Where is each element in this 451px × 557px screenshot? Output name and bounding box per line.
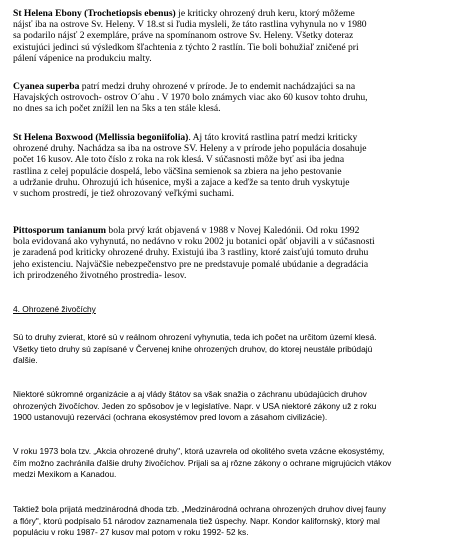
text-line: no dnes sa ich počet znížil len na 5ks a ten stále klesá. [13, 103, 221, 115]
text-line: Niektoré súkromné organizácie a aj vlády štátov sa však snažia o záchranu ubúdajúcich druhov [13, 389, 367, 399]
text-line: počet 16 kusov. Ale toto číslo z roka na rok klesá. V súčasnosti môže byť asi iba jedna [13, 154, 345, 166]
paragraph-endangered-intro [13, 332, 443, 367]
text-line: Všetky tieto druhy sú zapísané v Červenej knihe ohrozených druhov, do ktorej neustále pribúdajú [13, 343, 373, 354]
text-line: nájsť iba na ostrove Sv. Heleny. V 18.st si ľudia mysleli, že táto rastlina vyhynula no v 1980 [13, 19, 367, 31]
text-line: populáciu v roku 1987- 27 kusov mal potom v roku 1992- 52 ks. [13, 527, 249, 538]
text-line: a flóry", ktorú podpísalo 51 národov zaznamenala tiež úspechy. Napr. Kondor kalifornský, ktorý mal [13, 515, 380, 526]
text-line: sa podarilo nájsť 2 exempláre, práve na spomínanom ostrove Sv. Heleny. Všetky doteraz [13, 30, 354, 42]
text-line: V roku 1973 bola tzv. „Akcia ohrozené druhy", ktorá uzavrela od okolitého sveta vzácne ekosystémy, [13, 446, 385, 456]
paragraph-cyanea-superba [13, 81, 443, 115]
species-name-bold: Pittosporum tanianum [13, 225, 107, 236]
text-line: rastlina z celej populácie dospelá, lebo väčšina semienok sa zbiera na jeho pestovanie [13, 165, 342, 177]
species-name-bold: St Helena Ebony (Trochetiopsis ebenus) [13, 8, 176, 19]
text-line: ohrozených živočíchov. Jeden zo spôsobov je v legislatíve. Napr. v USA niektoré zákony už z roku [13, 400, 377, 411]
section-heading-text: 4. Ohrozené živočíchy [13, 304, 96, 314]
text-line [13, 81, 443, 92]
paragraph-organizations [13, 389, 443, 424]
text-line: Sú to druhy zvierat, ktoré sú v reálnom ohrození vyhynutia, teda ich počet na určitom území klesá. [13, 332, 377, 342]
text-line: medzi Mexikom a Kanadou. [13, 469, 117, 480]
text-line: a udržanie druhu. Ohrozujú ich húsenice, myši a zajace a keďže sa tento druh vyskytuje [13, 176, 350, 188]
text-line: je zaradená pod kriticky ohrozené druhy. Existujú iba 3 rastliny, ktoré zaisťujú tomuto druhu [13, 247, 369, 259]
text-line: pálení vápenice na produkciu malty. [13, 52, 152, 64]
text-line: Taktiež bola prijatá medzinárodná dhoda tzb. „Medzinárodná ochrana ohrozených druhov divej fauny [13, 504, 386, 514]
text-line [13, 8, 443, 19]
text-fragment: . Aj táto krovitá rastlina patrí medzi kriticky [188, 132, 358, 143]
text-fragment: patrí medzi druhy ohrozené v prírode. Je to endemit nachádzajúci sa na [79, 81, 356, 92]
paragraph-international-agreement [13, 504, 443, 539]
text-line: existujúci jedinci sú výsledkom šľachtenia z týchto 2 rastlín. Tie boli bohužiaľ zničené pri [13, 41, 359, 53]
text-line: ich prirodzeného životného prostredia- lesov. [13, 269, 187, 281]
text-line: čím možno zachránila ďalšie druhy živočíchov. Prijali sa aj rôzne zákony o ochrane migrujúcich vtákov [13, 457, 392, 468]
text-line: v suchom prostredí, je tiež ohrozovaný veľkými suchami. [13, 188, 235, 200]
paragraph-st-helena-ebony [13, 8, 443, 64]
text-line: Havajských ostrovoch- ostrov O´ahu . V 1970 bolo známych viac ako 60 kusov tohto druhu, [13, 92, 368, 104]
section-heading [13, 304, 443, 316]
text-line: ďalšie. [13, 355, 38, 366]
text-line: 1900 ustanovujú rezerváci (ochrana ekosystémov pred lovom a zásahom civilizácie). [13, 412, 328, 423]
text-fragment: je kriticky ohrozený druh keru, ktorý môžeme [175, 8, 355, 19]
text-line: bola evidovaná ako vyhynutá, no nedávno v roku 2002 ju botanici opäť objavili a v súčasnosti [13, 236, 375, 248]
paragraph-akcia-1973 [13, 446, 443, 481]
paragraph-pittosporum-tanianum [13, 225, 443, 281]
species-name-bold: St Helena Boxwood (Mellissia begoniifolia) [13, 132, 189, 143]
text-line [13, 132, 443, 143]
text-line: ohrozené druhy. Nachádza sa iba na ostrove SV. Heleny a v prírode jeho populácia dosahuje [13, 143, 367, 155]
text-fragment: bola prvý krát objavená v 1988 v Novej Kaledónii. Od roku 1992 [106, 225, 360, 236]
text-line [13, 225, 443, 236]
species-name-bold: Cyanea superba [13, 81, 80, 92]
paragraph-st-helena-boxwood [13, 132, 443, 199]
text-line: jeho existenciu. Najväčšie nebezpečenstvo pre ne predstavuje pomalé ubúdanie a degradácia [13, 258, 369, 270]
